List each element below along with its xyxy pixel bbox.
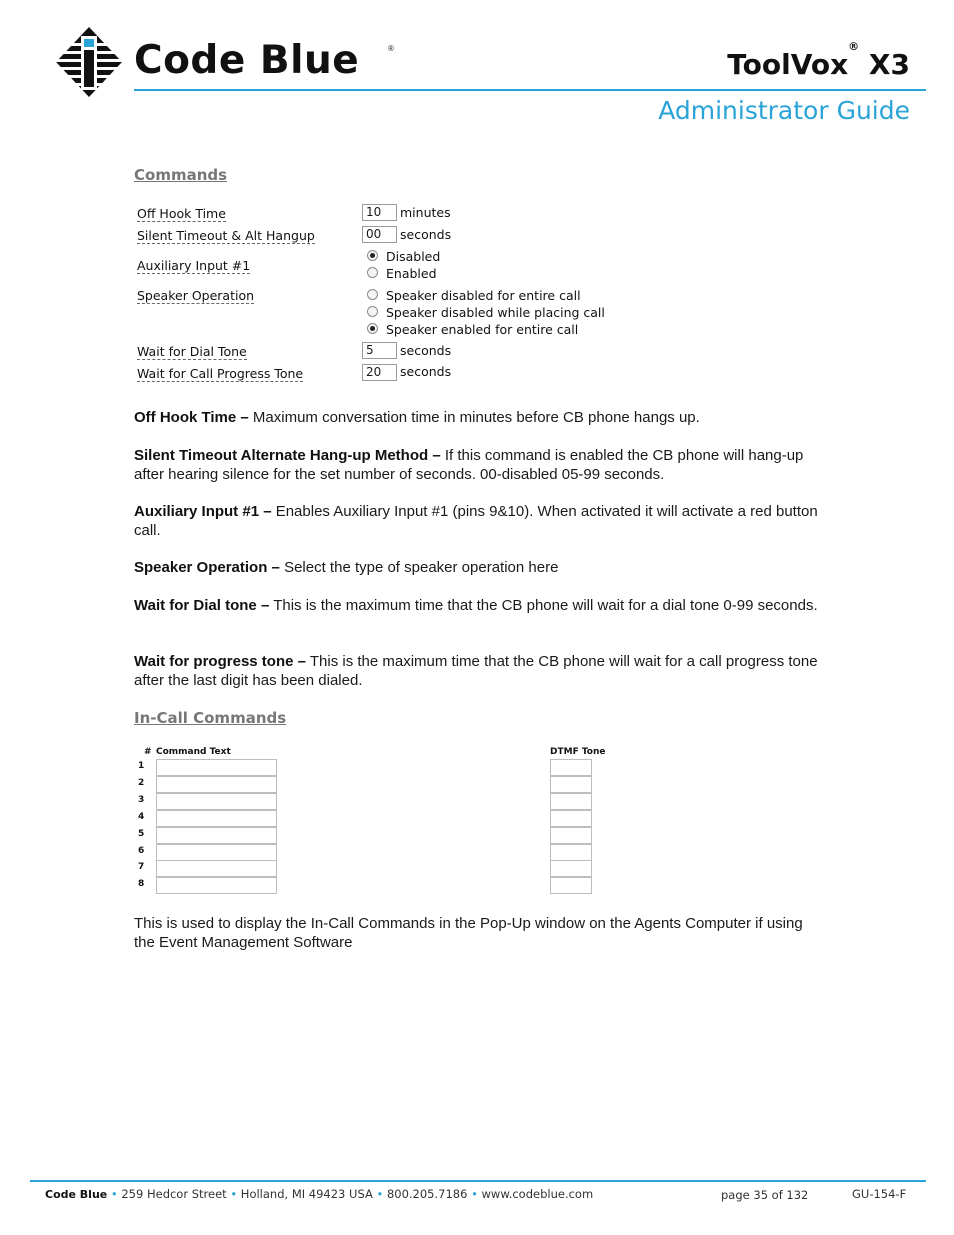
incall-row-number: 6 bbox=[138, 846, 145, 856]
off-hook-input[interactable]: 10 bbox=[362, 204, 397, 221]
dtmf-tone-input[interactable] bbox=[550, 776, 592, 793]
product-suffix: X3 bbox=[868, 48, 910, 81]
progress-tone-label: Wait for Call Progress Tone bbox=[137, 366, 304, 381]
progress-tone-unit: seconds bbox=[400, 364, 452, 379]
dtmf-tone-input[interactable] bbox=[550, 810, 592, 827]
off-hook-label: Off Hook Time bbox=[137, 206, 226, 221]
silent-timeout-input[interactable]: 00 bbox=[362, 226, 397, 243]
incall-row-number: 4 bbox=[138, 812, 145, 822]
dial-tone-unit: seconds bbox=[400, 343, 452, 358]
incall-row-number: 1 bbox=[138, 761, 145, 771]
product-title bbox=[727, 39, 910, 81]
col-dtmf-header: DTMF Tone bbox=[550, 747, 606, 757]
incall-row-number: 7 bbox=[138, 862, 145, 872]
footer-contact: Code Blue • 259 Hedcor Street • Holland, MI 49423 USA • 800.205.7186 • www.codeblue.com bbox=[45, 1187, 594, 1201]
command-text-input[interactable] bbox=[156, 810, 277, 827]
commands-heading[interactable]: Commands bbox=[134, 166, 228, 184]
silent-timeout-label: Silent Timeout & Alt Hangup bbox=[137, 228, 315, 243]
description-dial-tone: Wait for Dial tone – This is the maximum time that the CB phone will wait for a dial tone 0-99 seconds. bbox=[134, 597, 818, 614]
speaker-option-1-label: Speaker disabled for entire call bbox=[386, 288, 581, 303]
incall-note: This is used to display the In-Call Commands in the Pop-Up window on the Agents Computer if using the Event Management Software bbox=[134, 915, 803, 951]
footer-doc-id: GU-154-F bbox=[852, 1187, 907, 1201]
speaker-option-1-radio[interactable] bbox=[367, 289, 378, 300]
guide-subtitle: Administrator Guide bbox=[658, 96, 910, 125]
description-aux-input: Auxiliary Input #1 – Enables Auxiliary Input #1 (pins 9&10). When activated it will activate a red button call. bbox=[134, 503, 818, 539]
command-text-input[interactable] bbox=[156, 844, 277, 861]
command-text-input[interactable] bbox=[156, 827, 277, 844]
col-command-text-header: Command Text bbox=[156, 747, 231, 757]
description-speaker: Speaker Operation – Select the type of speaker operation here bbox=[134, 559, 559, 576]
off-hook-unit: minutes bbox=[400, 205, 451, 220]
col-number-header: # bbox=[144, 747, 152, 757]
dial-tone-input[interactable]: 5 bbox=[362, 342, 397, 359]
speaker-option-3-radio[interactable] bbox=[367, 323, 378, 334]
incall-heading[interactable]: In-Call Commands bbox=[134, 709, 287, 727]
dtmf-tone-input[interactable] bbox=[550, 860, 592, 877]
command-text-input[interactable] bbox=[156, 877, 277, 894]
aux-disabled-label: Disabled bbox=[386, 249, 441, 264]
footer-city: Holland, MI 49423 USA bbox=[240, 1187, 373, 1201]
footer-rule bbox=[30, 1180, 926, 1182]
dtmf-tone-input[interactable] bbox=[550, 759, 592, 776]
speaker-label: Speaker Operation bbox=[137, 288, 255, 303]
command-text-input[interactable] bbox=[156, 860, 277, 877]
command-text-input[interactable] bbox=[156, 759, 277, 776]
footer-phone: 800.205.7186 bbox=[386, 1187, 468, 1201]
brand-name: Code Blue bbox=[134, 38, 360, 83]
brand-registered-mark: ® bbox=[388, 44, 394, 53]
progress-tone-input[interactable]: 20 bbox=[362, 364, 397, 381]
incall-row-number: 8 bbox=[138, 879, 145, 889]
dtmf-tone-input[interactable] bbox=[550, 844, 592, 861]
footer-address: 259 Hedcor Street bbox=[121, 1187, 227, 1201]
speaker-option-2-radio[interactable] bbox=[367, 306, 378, 317]
aux-enabled-radio[interactable] bbox=[367, 267, 378, 278]
dtmf-tone-input[interactable] bbox=[550, 793, 592, 810]
dial-tone-label: Wait for Dial Tone bbox=[137, 344, 247, 359]
code-blue-logo-icon bbox=[56, 27, 122, 97]
speaker-option-2-label: Speaker disabled while placing call bbox=[386, 305, 605, 320]
command-text-input[interactable] bbox=[156, 793, 277, 810]
incall-row-number: 3 bbox=[138, 795, 145, 805]
command-text-input[interactable] bbox=[156, 776, 277, 793]
dtmf-tone-input[interactable] bbox=[550, 877, 592, 894]
aux-disabled-radio[interactable] bbox=[367, 250, 378, 261]
dtmf-tone-input[interactable] bbox=[550, 827, 592, 844]
aux-enabled-label: Enabled bbox=[386, 266, 437, 281]
incall-row-number: 5 bbox=[138, 829, 145, 839]
speaker-option-3-label: Speaker enabled for entire call bbox=[386, 322, 579, 337]
description-off-hook: Off Hook Time – Maximum conversation time in minutes before CB phone hangs up. bbox=[134, 409, 700, 426]
header-rule bbox=[134, 89, 926, 91]
footer-brand: Code Blue bbox=[45, 1188, 108, 1201]
description-silent-timeout: Silent Timeout Alternate Hang-up Method – If this command is enabled the CB phone will hang-up after hearing silence for the set number of seconds. 00-disabled 05-99 seconds. bbox=[134, 447, 804, 483]
silent-timeout-unit: seconds bbox=[400, 227, 452, 242]
footer-website[interactable]: www.codeblue.com bbox=[481, 1187, 594, 1201]
product-name: ToolVox bbox=[727, 48, 849, 81]
footer-page-number: page 35 of 132 bbox=[721, 1188, 809, 1202]
incall-row-number: 2 bbox=[138, 778, 145, 788]
product-registered-mark: ® bbox=[848, 39, 860, 53]
aux-input-label: Auxiliary Input #1 bbox=[137, 258, 251, 273]
description-progress-tone: Wait for progress tone – This is the maximum time that the CB phone will wait for a call progress tone after the last digit has been dialed. bbox=[134, 653, 818, 689]
